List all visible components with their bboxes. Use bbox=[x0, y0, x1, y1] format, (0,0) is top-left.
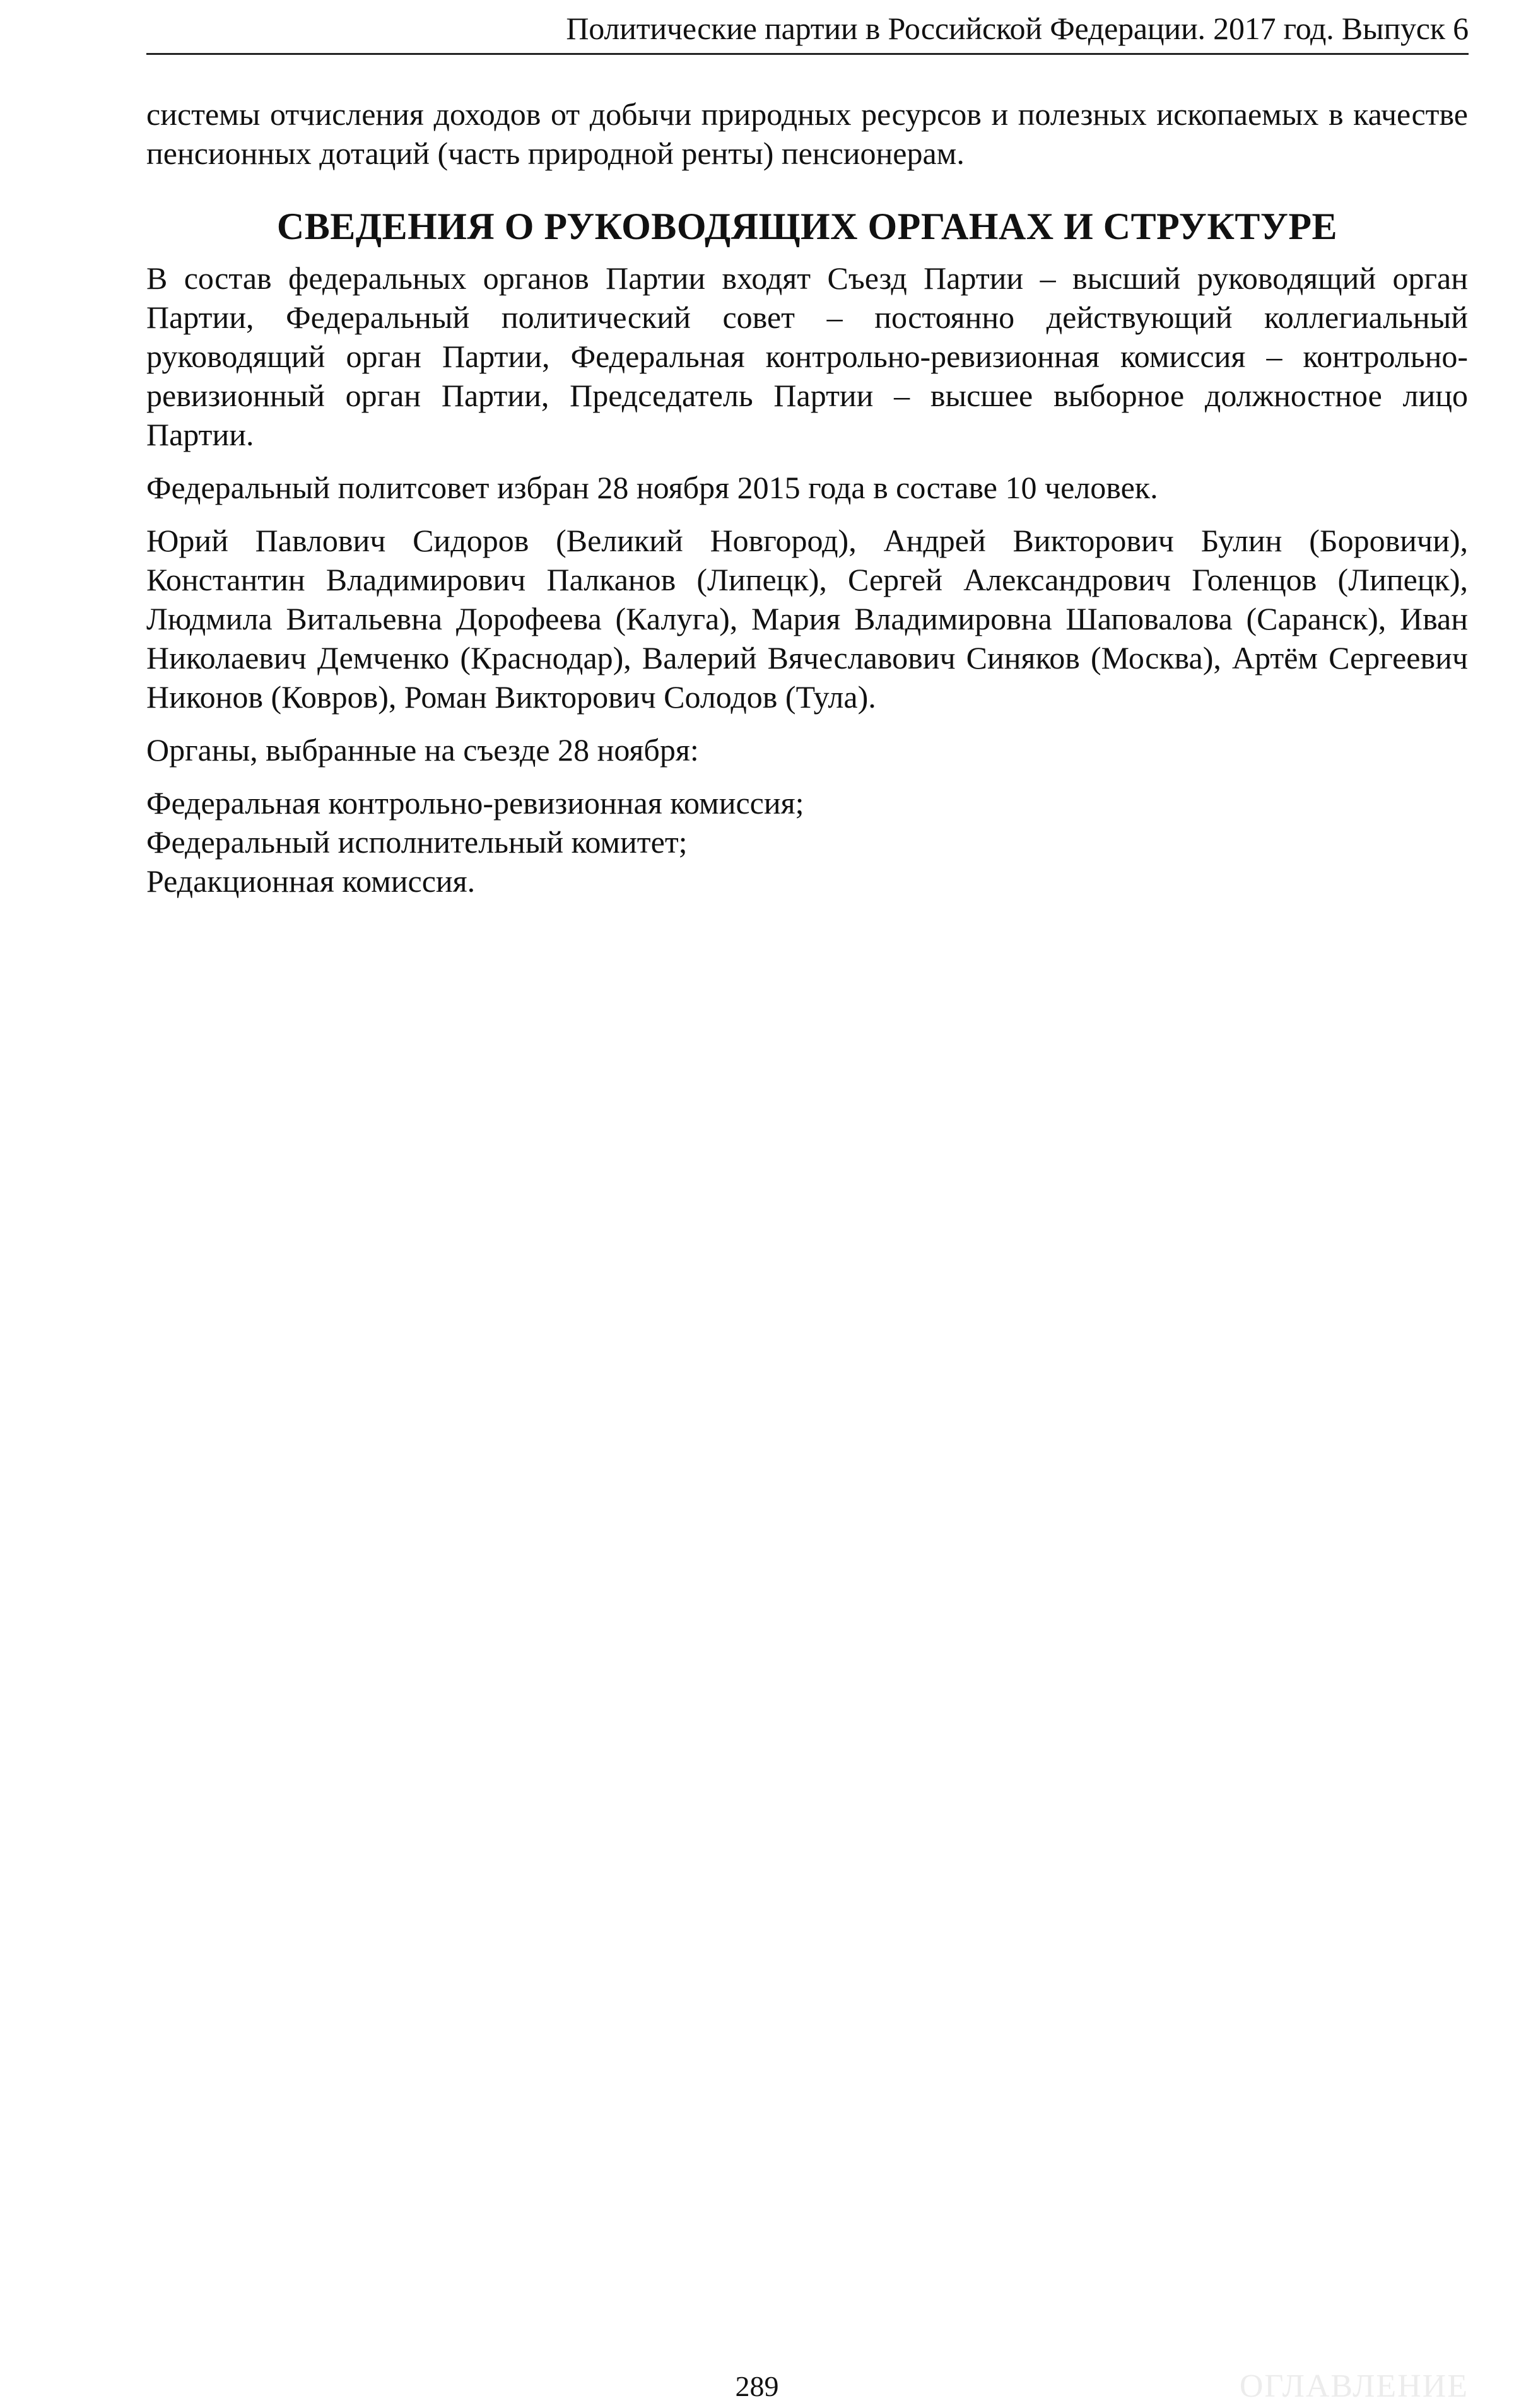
list-item: Редакционная комиссия. bbox=[146, 863, 476, 899]
running-header: Политические партии в Российской Федерации. 2017 год. Выпуск 6 bbox=[566, 11, 1469, 46]
continuation-paragraph: системы отчисления доходов от добычи природных ресурсов и полезных ископаемых в качестве пенсионных дотаций (часть природной ренты) пенсионерам. bbox=[146, 96, 1468, 171]
paragraph-organs-intro: Органы, выбранные на съезде 28 ноября: bbox=[146, 732, 699, 768]
organs-list bbox=[146, 783, 1468, 901]
paragraph-federal-organs: В состав федеральных органов Партии входят Съезд Партии – высший руководящий орган Партии, Федеральный политический совет – постоянно действующий коллегиальный руководящий орган Партии, Федеральная контрольно-ревизионная комиссия – контрольно-ревизионный орган Партии, Председатель Партии – высшее выборное должностное лицо Партии. bbox=[146, 260, 1468, 452]
page-number: 289 bbox=[735, 2370, 779, 2402]
paragraph-politsovet-members: Юрий Павлович Сидоров (Великий Новгород), Андрей Викторович Булин (Боровичи), Константин Владимирович Палканов (Липецк), Сергей Александрович Голенцов (Липецк), Людмила Витальевна Дорофеева (Калуга), Мария Владимировна Шаповалова (Саранск), Иван Николаевич Демченко (Краснодар), Валерий Вячеславович Синяков (Москва), Артём Сергеевич Никонов (Ковров), Роман Викторович Солодов (Тула). bbox=[146, 523, 1468, 715]
header-rule bbox=[146, 53, 1469, 55]
list-item: Федеральный исполнительный комитет; bbox=[146, 824, 688, 860]
list-item: Федеральная контрольно-ревизионная комиссия; bbox=[146, 785, 804, 821]
page-content bbox=[146, 95, 1468, 901]
paragraph-politsovet-elected: Федеральный политсовет избран 28 ноября 2015 года в составе 10 человек. bbox=[146, 470, 1158, 505]
table-of-contents-link[interactable]: ОГЛАВЛЕНИЕ bbox=[1239, 2368, 1469, 2404]
section-title: СВЕДЕНИЯ О РУКОВОДЯЩИХ ОРГАНАХ И СТРУКТУРЕ bbox=[276, 206, 1338, 247]
